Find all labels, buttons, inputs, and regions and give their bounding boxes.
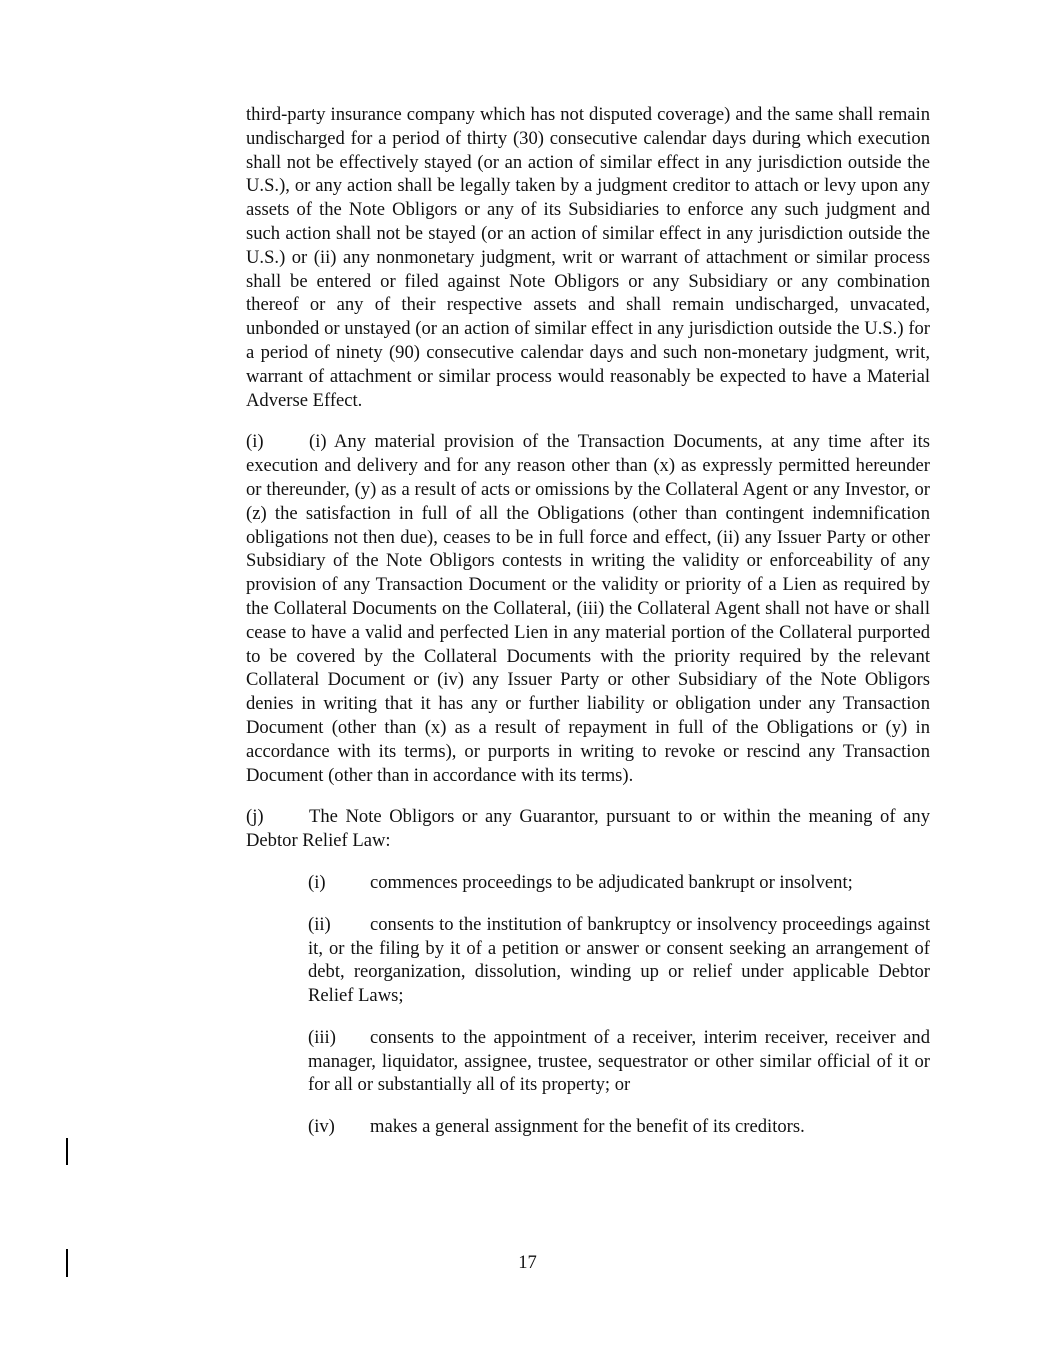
paragraph-continuation: third-party insurance company which has not disputed coverage) and the same shall remain undischarged for a period of thirty (30) consecutive calendar days during which execution shall not be effectively stayed (or an action of similar effect in any jurisdiction outside the U.S.), or any action shall be legally taken by a judgment creditor to attach or levy upon any assets of the Note Obligors or any of its Subsidiaries to enforce any such judgment and such action shall not be stayed (or an action of similar effect in any jurisdiction outside the U.S.) or (ii) any nonmonetary judgment, writ or warrant of attachment or similar process shall be entered or filed against Note Obligors or any Subsidiary or any combination thereof or any of their respective assets and shall remain undischarged, unvacated, unbonded or unstayed (or an action of similar effect in any jurisdiction outside the U.S.) for a period of ninety (90) consecutive calendar days and such non-monetary judgment, writ, warrant of attachment or similar process would reasonably be expected to have a Material Adverse Effect. [246,104,930,411]
sub-item-ii [308,913,930,1008]
sub-item-i [308,871,930,895]
sub-item-i-text: commences proceedings to be adjudicated bankrupt or insolvent; [370,871,853,893]
paragraph-section-i [246,430,930,787]
sub-item-iv-text: makes a general assignment for the benefit of its creditors. [370,1116,805,1138]
sub-item-i-label: (i) [308,871,326,893]
sub-item-iv-label: (iv) [308,1116,335,1138]
section-j-text: The Note Obligors or any Guarantor, pursuant to or within the meaning of any Debtor Relief Law: [246,806,930,852]
revision-bar-upper [66,1138,68,1165]
sub-item-ii-text: consents to the institution of bankruptcy or insolvency proceedings against it, or the filing by it of a petition or answer or consent seeking an arrangement of debt, reorganization, dissolution, winding up or relief under applicable Debtor Relief Laws; [308,913,930,1007]
section-j-label: (j) [246,806,264,828]
sub-item-iii [308,1026,930,1097]
section-i-label: (i) [246,431,264,453]
sub-item-iii-label: (iii) [308,1026,336,1048]
sub-item-iii-text: consents to the appointment of a receiver, interim receiver, receiver and manager, liquidator, assignee, trustee, sequestrator or other similar official of it or for all or substantially all of its property; or [308,1026,930,1096]
document-body [246,103,930,1157]
page-number: 17 [518,1252,537,1273]
paragraph-section-j [246,805,930,853]
sub-item-iv [308,1115,930,1139]
section-i-text: (i) Any material provision of the Transaction Documents, at any time after its execution and delivery and for any reason other than (x) as expressly permitted hereunder or thereunder, (y) as a result of acts or omissions by the Collateral Agent or any Investor, or (z) the satisfaction in full of all the Obligations (other than contingent indemnification obligations not then due), ceases to be in full force and effect, (ii) any Issuer Party or other Subsidiary of the Note Obligors contests in writing the validity or enforceability of any provision of any Transaction Document or the validity or priority of a Lien as required by the Collateral Documents on the Collateral, (iii) the Collateral Agent shall not have or shall cease to have a valid and perfected Lien in any material portion of the Collateral purported to be covered by the Collateral Documents with the priority required by the relevant Collateral Document or (iv) any Issuer Party or other Subsidiary of the Note Obligors denies in writing that it has any or further liability or obligation under any Transaction Document (other than (x) as a result of repayment in full of the Obligations or (y) in accordance with its terms), or purports in writing to revoke or rescind any Transaction Document (other than in accordance with its terms). [246,431,930,786]
sub-item-ii-label: (ii) [308,913,331,935]
